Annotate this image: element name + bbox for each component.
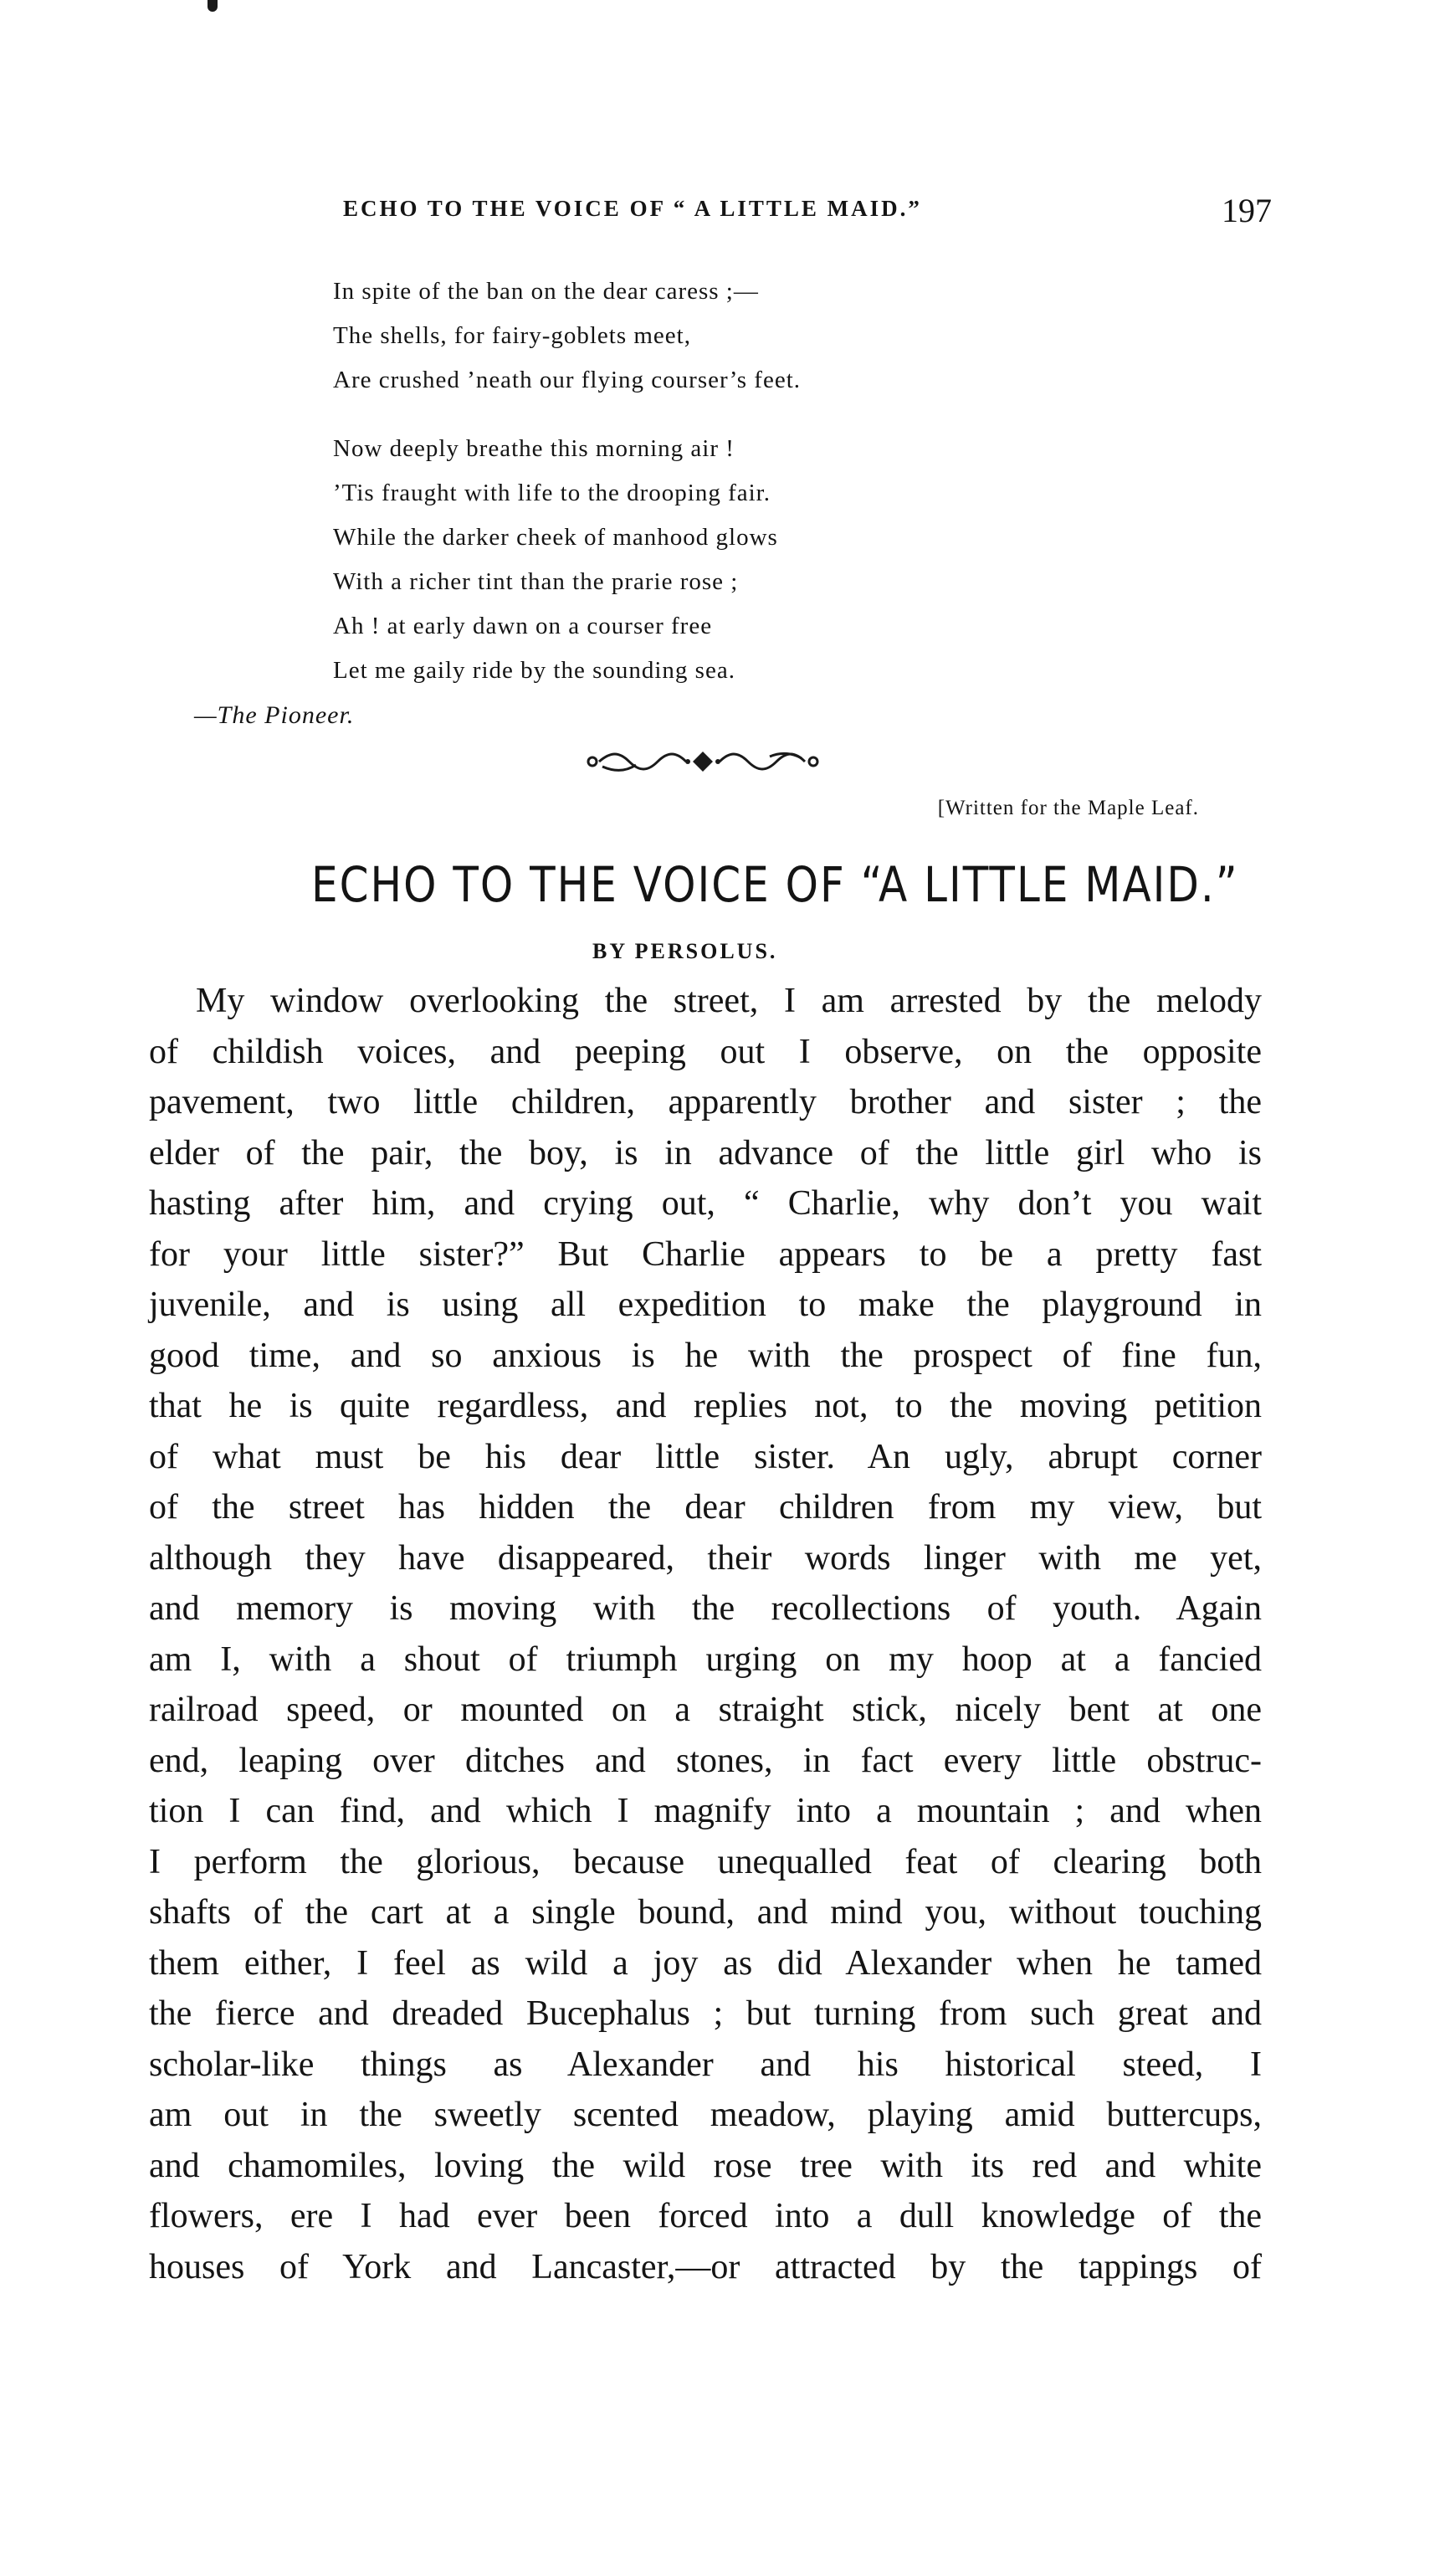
paragraph-line: juvenile, and is using all expedition to make the playground in xyxy=(149,1285,1262,1324)
paragraph-line: scholar-like things as Alexander and his historical steed, I xyxy=(149,2045,1262,2084)
poem-line: ’Tis fraught with life to the drooping fair. xyxy=(333,480,771,506)
decorative-rule-ornament-icon xyxy=(586,747,820,777)
paragraph-line: railroad speed, or mounted on a straight stick, nicely bent at one xyxy=(149,1691,1262,1729)
paragraph-line: pavement, two little children, apparently brother and sister ; the xyxy=(149,1083,1262,1121)
poem-line: Let me gaily ride by the sounding sea. xyxy=(333,657,735,684)
poem-line: Ah ! at early dawn on a courser free xyxy=(333,613,713,639)
poem-line: While the darker cheek of manhood glows xyxy=(333,524,778,551)
poem-line: Now deeply breathe this morning air ! xyxy=(333,435,735,462)
poem-line: In spite of the ban on the dear caress ;— xyxy=(333,278,759,305)
paragraph-line: flowers, ere I had ever been forced into a dull knowledge of the xyxy=(149,2197,1262,2235)
ink-mark xyxy=(208,0,218,12)
poem-line: The shells, for fairy-goblets meet, xyxy=(333,322,691,349)
running-head-title: ECHO TO THE VOICE OF “ A LITTLE MAID.” xyxy=(343,196,922,221)
paragraph-line: the fierce and dreaded Bucephalus ; but turning from such great and xyxy=(149,1994,1262,2033)
paragraph-line: shafts of the cart at a single bound, and mind you, without touching xyxy=(149,1893,1262,1932)
paragraph-line: good time, and so anxious is he with the prospect of fine fun, xyxy=(149,1336,1262,1375)
poem-line: Are crushed ’neath our flying courser’s feet. xyxy=(333,367,802,393)
page-number: 197 xyxy=(1222,192,1272,229)
paragraph-line: them either, I feel as wild a joy as did Alexander when he tamed xyxy=(149,1943,1262,1983)
publication-note: [Written for the Maple Leaf. xyxy=(937,797,1199,819)
paragraph-line: end, leaping over ditches and stones, in fact every little obstruc- xyxy=(149,1741,1262,1780)
paragraph-line: elder of the pair, the boy, is in advance of the little girl who is xyxy=(149,1133,1262,1173)
running-head xyxy=(343,191,1272,229)
paragraph-line: that he is quite regardless, and replies not, to the moving petition xyxy=(149,1387,1262,1425)
paragraph-line: and memory is moving with the recollections of youth. Again xyxy=(149,1589,1262,1628)
paragraph-line: houses of York and Lancaster,—or attracted by the tappings of xyxy=(149,2247,1262,2286)
article-body xyxy=(149,976,1262,2292)
byline: BY PERSOLUS. xyxy=(592,939,778,963)
paragraph-line: My window overlooking the street, I am arrested by the melody xyxy=(196,982,1262,1020)
poem-stanza-2 xyxy=(333,427,1086,693)
paragraph-line: and chamomiles, loving the wild rose tree with its red and white xyxy=(149,2146,1262,2185)
paragraph-line: am out in the sweetly scented meadow, playing amid buttercups, xyxy=(149,2096,1262,2134)
paragraph-line: although they have disappeared, their words linger with me yet, xyxy=(149,1538,1262,1578)
paragraph-line: of what must be his dear little sister. An ugly, abrupt corner xyxy=(149,1437,1262,1476)
poem-attribution: —The Pioneer. xyxy=(194,701,355,729)
paragraph-line: tion I can find, and which I magnify into a mountain ; and when xyxy=(149,1792,1262,1830)
article-title: ECHO TO THE VOICE OF “A LITTLE MAID.” xyxy=(311,857,1239,913)
paragraph-line: I perform the glorious, because unequalled feat of clearing both xyxy=(149,1842,1262,1881)
paragraph-line: hasting after him, and crying out, “ Charlie, why don’t you wait xyxy=(149,1184,1262,1223)
paragraph-line: of the street has hidden the dear children from my view, but xyxy=(149,1488,1262,1527)
poem-line: With a richer tint than the prarie rose ; xyxy=(333,568,739,595)
paragraph-line: am I, with a shout of triumph urging on my hoop at a fancied xyxy=(149,1640,1262,1679)
paragraph-line: of childish voices, and peeping out I observe, on the opposite xyxy=(149,1032,1262,1071)
poem-stanza-1 xyxy=(333,269,1086,403)
paragraph-line: for your little sister?” But Charlie appears to be a pretty fast xyxy=(149,1234,1262,1274)
